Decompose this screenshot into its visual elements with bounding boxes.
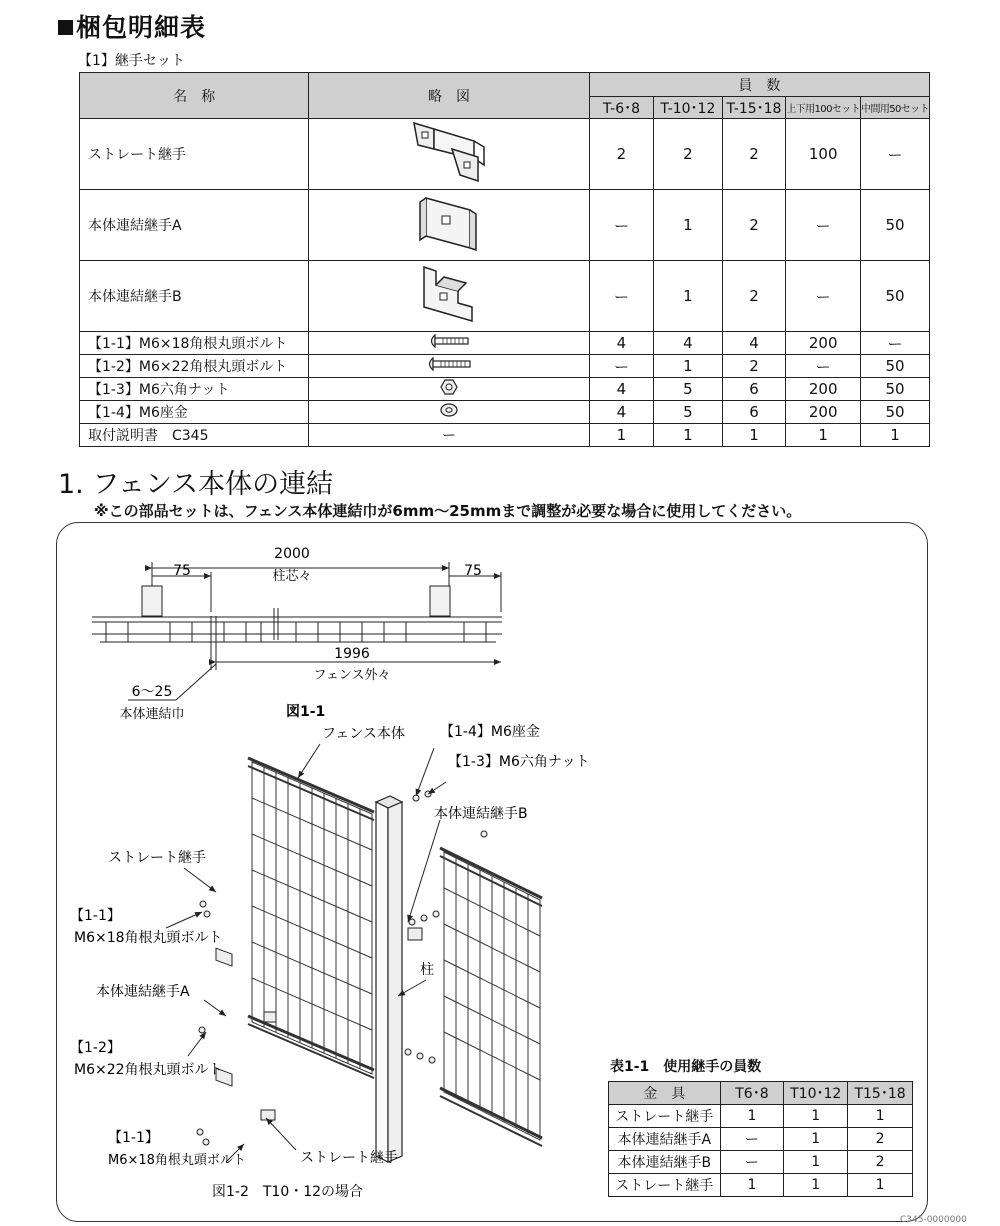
- qty-cell: 50: [861, 355, 930, 378]
- qty-cell: 6: [722, 378, 786, 401]
- usage-header: T10･12: [784, 1082, 848, 1105]
- usage-cell: 本体連結継手B: [609, 1151, 721, 1174]
- table-row: [80, 119, 930, 190]
- usage-cell: 1: [720, 1174, 784, 1197]
- dim-1996-label: フェンス外々: [313, 668, 391, 683]
- usage-cell: 1: [784, 1174, 848, 1197]
- callout-straight-joint-bottom: ストレート継手: [300, 1150, 398, 1166]
- usage-header: T6･8: [720, 1082, 784, 1105]
- dim-2000: 2000: [274, 546, 310, 562]
- bolt-icon: [425, 356, 473, 372]
- straight-joint-icon: [404, 119, 494, 185]
- part-sketch: [309, 261, 589, 332]
- usage-header: T15･18: [848, 1082, 913, 1105]
- part-sketch: [309, 119, 589, 190]
- usage-cell: 2: [848, 1151, 913, 1174]
- usage-table: [608, 1081, 913, 1197]
- qty-cell: 5: [654, 378, 723, 401]
- usage-cell: ストレート継手: [609, 1174, 721, 1197]
- part-name: 【1-2】M6×22角根丸頭ボルト: [80, 355, 309, 378]
- figure-1-1-caption: 図1-1: [286, 704, 326, 720]
- usage-cell: 1: [848, 1174, 913, 1197]
- bolt-icon: [427, 333, 471, 349]
- col-sketch-header: 略 図: [309, 73, 589, 119]
- table-row: [609, 1151, 913, 1174]
- table-row: [80, 378, 930, 401]
- qty-cell: ー: [861, 332, 930, 355]
- usage-cell: 1: [784, 1151, 848, 1174]
- qty-cell: ー: [786, 355, 861, 378]
- qty-cell: 4: [589, 401, 653, 424]
- qty-cell: 1: [654, 355, 723, 378]
- figure-1-2-caption: 図1-2 T10・12の場合: [212, 1184, 364, 1200]
- part-sketch: [309, 401, 589, 424]
- section-title: 1. フェンス本体の連結: [58, 469, 334, 500]
- dim-gap: 6〜25: [131, 684, 173, 700]
- qty-cell: 4: [589, 332, 653, 355]
- part-name: 【1-4】M6座金: [80, 401, 309, 424]
- qty-cell: 4: [654, 332, 723, 355]
- part-sketch: [309, 190, 589, 261]
- usage-cell: 1: [848, 1105, 913, 1128]
- qty-cell: 2: [722, 355, 786, 378]
- washer-icon: [440, 403, 458, 417]
- body-joint-b-icon: [414, 263, 484, 325]
- qty-cell: 1: [786, 424, 861, 447]
- dim-2000-label: 柱芯々: [272, 569, 312, 584]
- qty-cell: 100: [786, 119, 861, 190]
- page-title: 梱包明細表: [58, 8, 206, 44]
- part-name: 本体連結継手A: [80, 190, 309, 261]
- col-name-header: 名 称: [80, 73, 309, 119]
- section-note: ※この部品セットは、フェンス本体連結巾が6mm〜25mmまで調整が必要な場合に使用してください。: [94, 502, 802, 520]
- table-row: [80, 355, 930, 378]
- qty-cell: ー: [861, 119, 930, 190]
- callout-bolt22-no: 【1-2】: [70, 1040, 121, 1056]
- qty-cell: 1: [654, 190, 723, 261]
- parts-table: [79, 72, 930, 447]
- fence-vertical-wires: [106, 622, 486, 642]
- qty-col-header: T-10･12: [654, 97, 723, 119]
- col-qty-header: 員 数: [589, 73, 929, 97]
- usage-cell: 1: [784, 1128, 848, 1151]
- qty-cell: 200: [786, 378, 861, 401]
- part-name: ストレート継手: [80, 119, 309, 190]
- callout-bolt22: M6×22角根丸頭ボルト: [74, 1062, 223, 1078]
- callout-bolt18-bottom: M6×18角根丸頭ボルト: [108, 1153, 246, 1168]
- qty-col-header: T-15･18: [722, 97, 786, 119]
- qty-cell: ー: [589, 261, 653, 332]
- part-sketch: [309, 378, 589, 401]
- hex-nut-icon: [440, 379, 458, 395]
- callout-washer: 【1-4】M6座金: [440, 724, 540, 740]
- table-row: [80, 190, 930, 261]
- callout-straight-joint-top: ストレート継手: [108, 850, 206, 866]
- table-row: [80, 332, 930, 355]
- qty-cell: 1: [861, 424, 930, 447]
- qty-cell: 4: [722, 332, 786, 355]
- callout-bolt18-top: M6×18角根丸頭ボルト: [74, 930, 223, 946]
- callout-joint-a: 本体連結継手A: [96, 984, 190, 1000]
- table-row: [609, 1128, 913, 1151]
- table-row: [609, 1174, 913, 1197]
- qty-cell: 2: [589, 119, 653, 190]
- qty-col-header: 中間用50セット: [861, 97, 930, 119]
- part-name: 本体連結継手B: [80, 261, 309, 332]
- qty-cell: 2: [722, 190, 786, 261]
- qty-cell: 2: [654, 119, 723, 190]
- qty-cell: 50: [861, 261, 930, 332]
- table-row: [609, 1105, 913, 1128]
- qty-cell: ー: [786, 261, 861, 332]
- usage-cell: ー: [720, 1128, 784, 1151]
- left-fence-panel: [248, 758, 374, 1078]
- dim-1996: 1996: [334, 646, 370, 662]
- qty-cell: 50: [861, 401, 930, 424]
- qty-cell: 6: [722, 401, 786, 424]
- callout-fence-body: フェンス本体: [322, 726, 405, 742]
- body-joint-a-icon: [414, 192, 484, 254]
- qty-cell: 50: [861, 190, 930, 261]
- table-row: [80, 424, 930, 447]
- post: [376, 796, 402, 1162]
- usage-cell: ー: [720, 1151, 784, 1174]
- right-fence-panel: [440, 848, 542, 1146]
- callout-joint-b: 本体連結継手B: [434, 806, 528, 822]
- callout-post: 柱: [420, 962, 434, 978]
- callout-bolt18-bottom-no: 【1-1】: [108, 1130, 159, 1146]
- table-row: [80, 401, 930, 424]
- leader-lines: [166, 744, 446, 1162]
- qty-cell: 1: [722, 424, 786, 447]
- qty-cell: 4: [589, 378, 653, 401]
- usage-cell: 1: [784, 1105, 848, 1128]
- dim-gap-label: 本体連結巾: [119, 707, 185, 722]
- usage-cell: ストレート継手: [609, 1105, 721, 1128]
- qty-cell: ー: [589, 190, 653, 261]
- usage-header: 金 具: [609, 1082, 721, 1105]
- dim-75-right: 75: [464, 563, 482, 579]
- qty-cell: 1: [589, 424, 653, 447]
- qty-cell: 1: [654, 261, 723, 332]
- usage-table-caption: 表1-1 使用継手の員数: [610, 1059, 762, 1075]
- usage-cell: 1: [720, 1105, 784, 1128]
- part-name: 【1-3】M6六角ナット: [80, 378, 309, 401]
- qty-cell: ー: [589, 355, 653, 378]
- qty-col-header: 上下用100セット: [786, 97, 861, 119]
- qty-cell: 200: [786, 401, 861, 424]
- qty-cell: 50: [861, 378, 930, 401]
- set-label: 【1】継手セット: [78, 53, 185, 69]
- part-sketch: [309, 332, 589, 355]
- qty-cell: 2: [722, 119, 786, 190]
- part-sketch: [309, 355, 589, 378]
- qty-cell: 1: [654, 424, 723, 447]
- usage-cell: 2: [848, 1128, 913, 1151]
- qty-cell: 200: [786, 332, 861, 355]
- qty-cell: 2: [722, 261, 786, 332]
- callout-bolt18-top-no: 【1-1】: [70, 908, 121, 924]
- part-name: 取付説明書 C345: [80, 424, 309, 447]
- footer-code: C345-0000000: [900, 1215, 967, 1225]
- table-row: [80, 261, 930, 332]
- dim-75-left: 75: [173, 563, 191, 579]
- part-sketch: ー: [309, 424, 589, 447]
- qty-cell: ー: [786, 190, 861, 261]
- qty-cell: 5: [654, 401, 723, 424]
- qty-col-header: T-6･8: [589, 97, 653, 119]
- usage-cell: 本体連結継手A: [609, 1128, 721, 1151]
- part-name: 【1-1】M6×18角根丸頭ボルト: [80, 332, 309, 355]
- callout-nut: 【1-3】M6六角ナット: [448, 754, 590, 770]
